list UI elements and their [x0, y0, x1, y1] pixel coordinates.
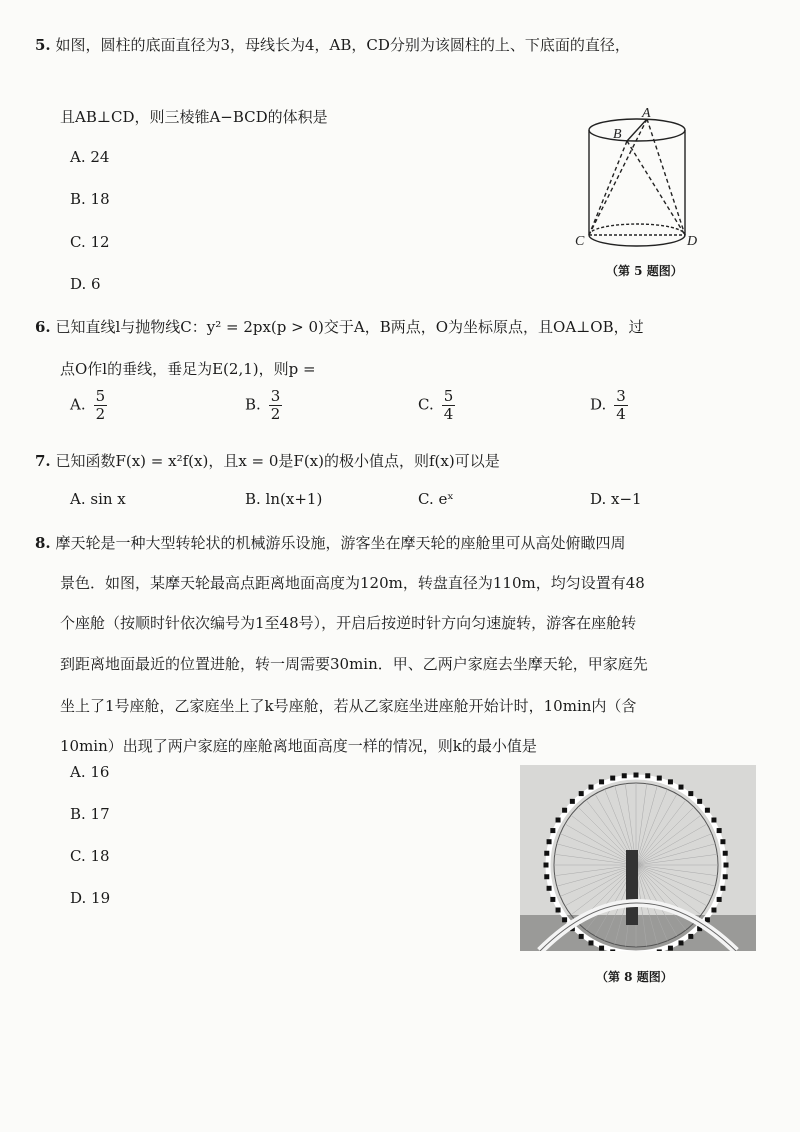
cabin — [688, 791, 693, 796]
numerator: 3 — [270, 387, 281, 405]
q8-line4: 到距离地面最近的位置进舱，转一周需要30min．甲、乙两户家庭去坐摩天轮，甲家庭先 — [60, 655, 648, 673]
cabin — [679, 785, 684, 790]
q8-line6: 10min）出现了两户家庭的座舱离地面高度一样的情况，则k的最小值是 — [60, 737, 537, 755]
q7-option-d: D. x−1 — [590, 490, 642, 508]
cabin — [589, 785, 594, 790]
cabin — [668, 779, 673, 784]
cabin — [720, 886, 725, 891]
q5-option-b: B. 18 — [70, 190, 110, 208]
cabin — [717, 828, 722, 833]
q8-text: 摩天轮是一种大型转轮状的机械游乐设施，游客坐在摩天轮的座舱里可从高处俯瞰四周 — [55, 534, 626, 552]
q5-option-a: A. 24 — [70, 148, 110, 166]
q7-text: 已知函数F(x) = x²f(x)，且x = 0是F(x)的极小值点，则f(x)可以是 — [55, 452, 500, 470]
denominator: 2 — [95, 405, 106, 423]
option-label: D. — [590, 395, 607, 414]
q7-option-c: C. eˣ — [418, 490, 454, 508]
label-d: D — [687, 234, 698, 249]
cabin — [634, 773, 639, 778]
q7-option-a: A. sin x — [70, 490, 126, 508]
q6-number: 6. — [35, 318, 51, 336]
cylinder-figure — [575, 105, 705, 250]
figure5-caption: （第 5 题图） — [606, 264, 683, 278]
cabin — [697, 799, 702, 804]
cabin — [622, 773, 627, 778]
cabin — [688, 934, 693, 939]
option-label: B. — [245, 395, 261, 414]
denominator: 4 — [443, 405, 454, 423]
fraction — [614, 388, 628, 423]
cabin — [645, 773, 650, 778]
cabin — [547, 886, 552, 891]
q7-line1 — [35, 450, 500, 471]
cabin — [544, 863, 549, 868]
q8-option-a: A. 16 — [70, 763, 110, 781]
q5-line1 — [35, 34, 630, 55]
q7-option-b: B. ln(x+1) — [245, 490, 323, 508]
q6-option-b — [245, 388, 282, 423]
cabin — [599, 779, 604, 784]
cabin — [544, 851, 549, 856]
cabin — [579, 791, 584, 796]
cabin — [550, 897, 555, 902]
option-label: C. — [418, 395, 434, 414]
q6-option-c — [418, 388, 455, 423]
q8-option-b: B. 17 — [70, 805, 110, 823]
cabin — [723, 874, 728, 879]
q5-option-d: D. 6 — [70, 275, 101, 293]
cabin — [544, 874, 549, 879]
numerator: 5 — [95, 387, 106, 405]
cabin — [657, 776, 662, 781]
cabin — [550, 828, 555, 833]
q8-line5: 坐上了1号座舱，乙家庭坐上了k号座舱，若从乙家庭坐进座舱开始计时，10min内（含 — [60, 697, 637, 715]
cabin — [610, 949, 615, 951]
q5-text: 如图，圆柱的底面直径为3，母线长为4，AB，CD分别为该圆柱的上、下底面的直径， — [55, 36, 630, 54]
label-a: A — [642, 106, 651, 121]
label-c: C — [575, 234, 585, 249]
q7-number: 7. — [35, 452, 51, 470]
cabin — [579, 934, 584, 939]
q6-option-a — [70, 388, 107, 423]
q6-line2: 点O作l的垂线，垂足为E(2,1)，则p = — [60, 360, 316, 378]
cabin — [668, 946, 673, 951]
fraction — [442, 388, 456, 423]
q8-option-c: C. 18 — [70, 847, 110, 865]
q5-number: 5. — [35, 36, 51, 54]
cabin — [717, 897, 722, 902]
fraction — [269, 388, 283, 423]
cabin — [556, 908, 561, 913]
option-label: A. — [70, 395, 86, 414]
figure8-caption: （第 8 题图） — [596, 970, 673, 984]
cabin — [570, 799, 575, 804]
cabin — [562, 917, 567, 922]
cabin — [711, 908, 716, 913]
q8-line3: 个座舱（按顺时针依次编号为1至48号），开启后按逆时针方向匀速旋转，游客在座舱转 — [60, 614, 637, 632]
numerator: 3 — [616, 387, 626, 405]
cabin — [547, 839, 552, 844]
ferris-wheel-photo — [520, 765, 756, 951]
cabin — [562, 808, 567, 813]
cabin — [610, 776, 615, 781]
numerator: 5 — [443, 387, 454, 405]
q8-option-d: D. 19 — [70, 889, 111, 907]
cabin — [724, 863, 729, 868]
cabin — [720, 839, 725, 844]
cabin — [705, 808, 710, 813]
q8-line1 — [35, 532, 625, 553]
denominator: 2 — [270, 405, 281, 423]
cabin — [711, 818, 716, 823]
q5-line2: 且AB⊥CD，则三棱锥A−BCD的体积是 — [60, 108, 328, 126]
cabin — [599, 946, 604, 951]
cabin — [679, 940, 684, 945]
cabin — [657, 949, 662, 951]
q6-line1 — [35, 316, 644, 337]
q8-line2: 景色．如图，某摩天轮最高点距离地面高度为120m，转盘直径为110m，均匀设置有48 — [60, 574, 645, 592]
cabin — [556, 818, 561, 823]
fraction — [94, 388, 108, 423]
cabin — [723, 851, 728, 856]
label-b: B — [613, 127, 622, 142]
q8-number: 8. — [35, 534, 51, 552]
q5-option-c: C. 12 — [70, 233, 110, 251]
q6-text: 已知直线l与抛物线C：y² = 2px(p > 0)交于A，B两点，O为坐标原点，且OA⊥OB，过 — [55, 318, 644, 336]
denominator: 4 — [616, 405, 626, 423]
cabin — [589, 940, 594, 945]
q6-option-d — [590, 388, 628, 423]
